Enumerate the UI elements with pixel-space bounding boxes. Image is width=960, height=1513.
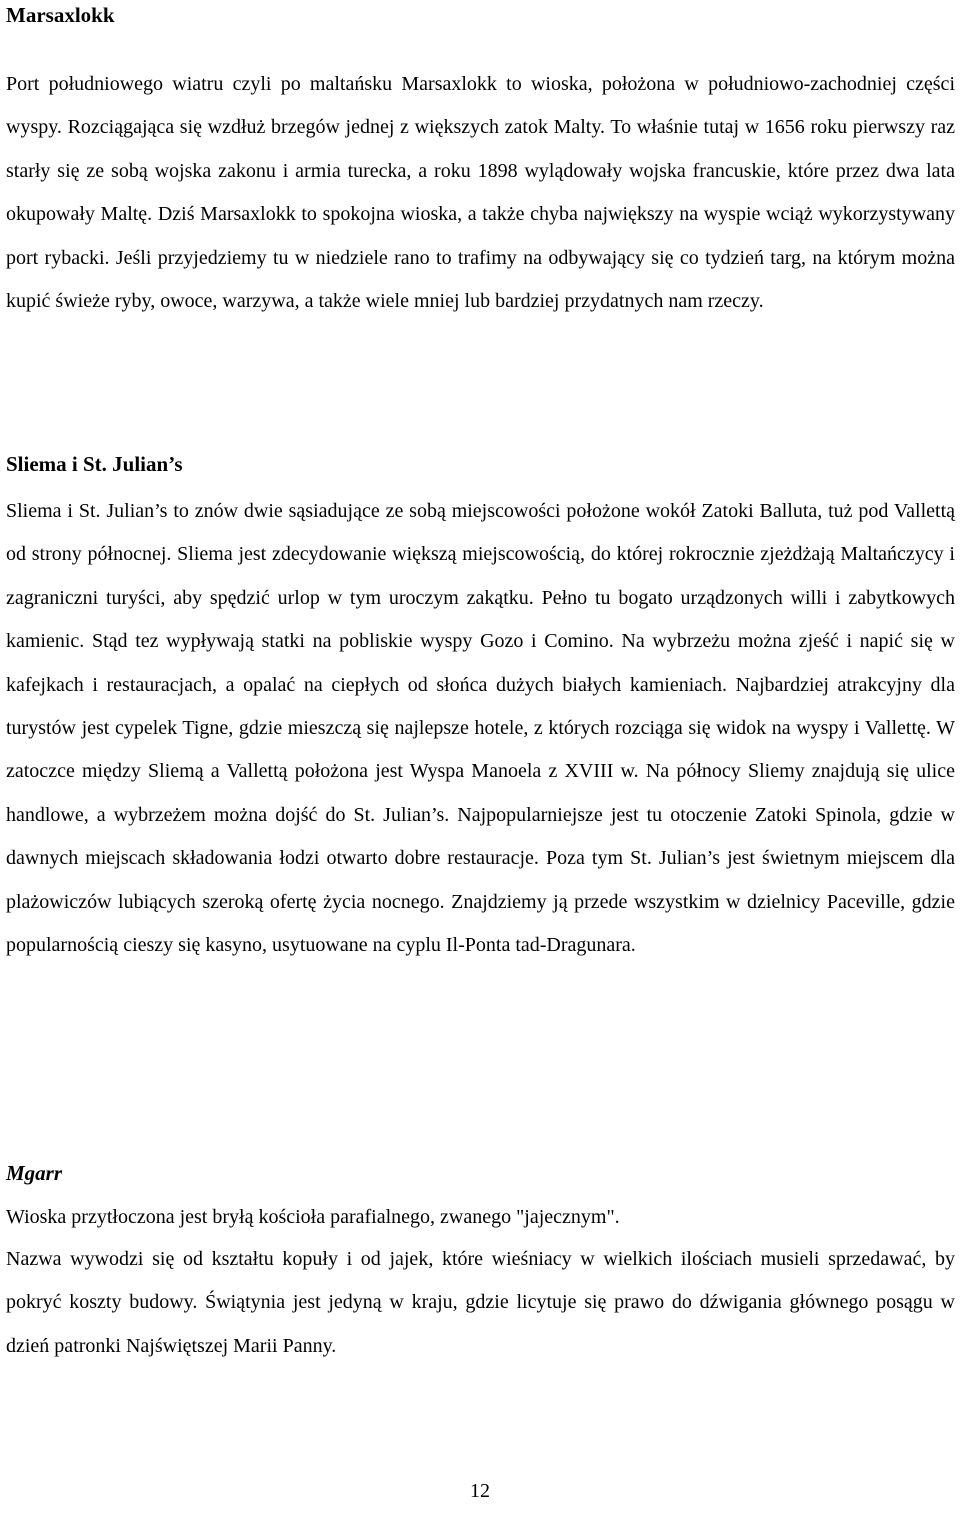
paragraph-mgarr-details: Nazwa wywodzi się od kształtu kopuły i od jajek, które wieśniacy w wielkich ilościach musieli sprzedawać, by pokryć koszty budowy. Świątynia jest jedyną w kraju, gdzie licytuje się prawo do dźwigania głównego posągu w dzień patronki Najświętszej Marii Panny.: [6, 1248, 955, 1357]
page-number: 12: [470, 1480, 490, 1502]
paragraph-mgarr-intro: Wioska przytłoczona jest bryłą kościoła parafialnego, zwanego "jajecznym".: [6, 1206, 620, 1228]
heading-mgarr: Mgarr: [6, 1161, 63, 1185]
heading-sliema-st-julians: Sliema i St. Julian’s: [6, 452, 183, 476]
heading-marsaxlokk: Marsaxlokk: [6, 3, 115, 27]
paragraph-marsaxlokk: Port południowego wiatru czyli po maltańsku Marsaxlokk to wioska, położona w południowo-zachodniej części wyspy. Rozciągająca się wzdłuż brzegów jednej z większych zatok Malty. To właśnie tutaj w 1656 roku pierwszy raz starły się ze sobą wojska zakonu i armia turecka, a roku 1898 wylądowały wojska francuskie, które przez dwa lata okupowały Maltę. Dziś Marsaxlokk to spokojna wioska, a także chyba największy na wyspie wciąż wykorzystywany port rybacki. Jeśli przyjedziemy tu w niedziele rano to trafimy na odbywający się co tydzień targ, na którym można kupić świeże ryby, owoce, warzywa, a także wiele mniej lub bardziej przydatnych nam rzeczy.: [6, 73, 955, 313]
paragraph-sliema-st-julians: Sliema i St. Julian’s to znów dwie sąsiadujące ze sobą miejscowości położone wokół Zatoki Balluta, tuż pod Vallettą od strony północnej. Sliema jest zdecydowanie większą miejscowością, do której rokrocznie zjeżdżają Maltańczycy i zagraniczni turyści, aby spędzić urlop w tym uroczym zakątku. Pełno tu bogato urządzonych willi i zabytkowych kamienic. Stąd tez wypływają statki na pobliskie wyspy Gozo i Comino. Na wybrzeżu można zjeść i napić się w kafejkach i restauracjach, a opalać na ciepłych od słońca dużych białych kamieniach. Najbardziej atrakcyjny dla turystów jest cypelek Tigne, gdzie mieszczą się najlepsze hotele, z których rozciąga się widok na wyspy i Vallettę. W zatoczce między Sliemą a Vallettą położona jest Wyspa Manoela z XVIII w. Na północy Sliemy znajdują się ulice handlowe, a wybrzeżem można dojść do St. Julian’s. Najpopularniejsze jest tu otoczenie Zatoki Spinola, gdzie w dawnych miejscach składowania łodzi otwarto dobre restauracje. Poza tym St. Julian’s jest świetnym miejscem dla plażowiczów lubiących szeroką ofertę życia nocnego. Znajdziemy ją przede wszystkim w dzielnicy Paceville, gdzie popularnością cieszy się kasyno, usytuowane na cyplu Il-Ponta tad-Dragunara.: [6, 500, 955, 957]
